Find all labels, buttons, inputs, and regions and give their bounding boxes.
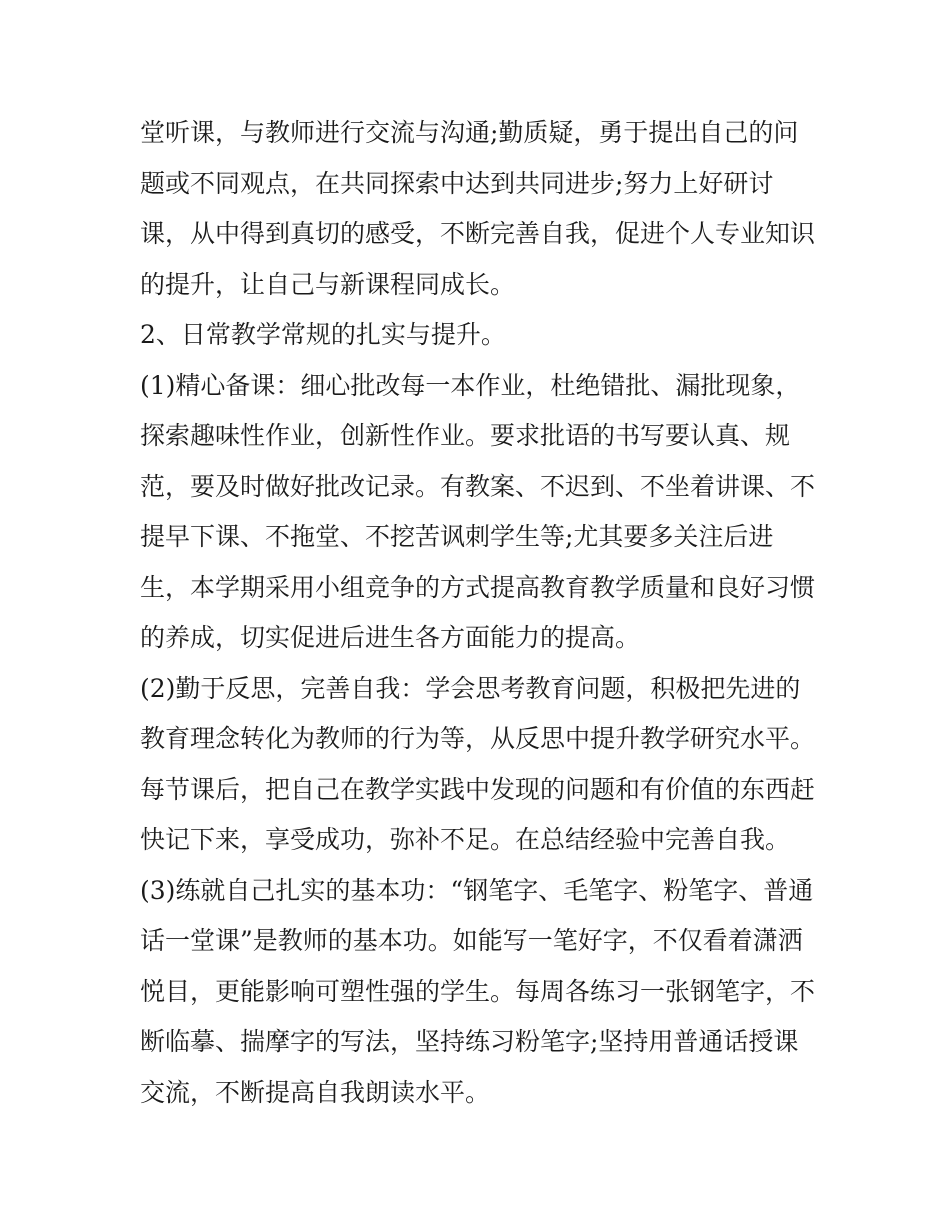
text-line: 的养成，切实促进后进生各方面能力的提高。: [140, 623, 641, 652]
text-line: 教育理念转化为教师的行为等，从反思中提升教学研究水平。: [140, 724, 816, 753]
text-line: 悦目，更能影响可塑性强的学生。每周各练习一张钢笔字，不: [140, 976, 816, 1006]
text-line: 快记下来，享受成功，弥补不足。在总结经验中完善自我。: [140, 825, 791, 854]
text-line: 断临摹、揣摩字的写法，坚持练习粉笔字;坚持用普通话授课: [140, 1027, 799, 1056]
text-line: 课，从中得到真切的感受，不断完善自我，促进个人专业知识: [140, 219, 816, 248]
text-line: 每节课后，把自己在教学实践中发现的问题和有价值的东西赶: [140, 774, 816, 804]
text-line: 题或不同观点，在共同探索中达到共同进步;努力上好研讨: [140, 168, 774, 198]
text-line: 探索趣味性作业，创新性作业。要求批语的书写要认真、规: [140, 421, 791, 450]
text-line: (1)精心备课：细心批改每一本作业，杜绝错批、漏批现象，: [140, 370, 801, 400]
text-line: 话一堂课”是教师的基本功。如能写一笔好字，不仅看着潇洒: [140, 926, 803, 955]
section-heading: 2、日常教学常规的扎实与提升。: [140, 320, 506, 349]
text-line: (3)练就自己扎实的基本功：“钢笔字、毛笔字、粉笔字、普通: [140, 875, 814, 905]
text-line: 提早下课、不拖堂、不挖苦讽刺学生等;尤其要多关注后进: [140, 522, 774, 551]
text-line: 堂听课，与教师进行交流与沟通;勤质疑，勇于提出自己的问: [140, 118, 799, 147]
text-line: 交流，不断提高自我朗读水平。: [140, 1077, 491, 1107]
text-line: 的提升，让自己与新课程同成长。: [140, 269, 516, 299]
text-line: 生，本学期采用小组竞争的方式提高教育教学质量和良好习惯: [140, 572, 816, 602]
text-line: (2)勤于反思，完善自我：学会思考教育问题，积极把先进的: [140, 673, 801, 703]
text-line: 范，要及时做好批改记录。有教案、不迟到、不坐着讲课、不: [140, 471, 816, 501]
body-text: [140, 108, 830, 1118]
